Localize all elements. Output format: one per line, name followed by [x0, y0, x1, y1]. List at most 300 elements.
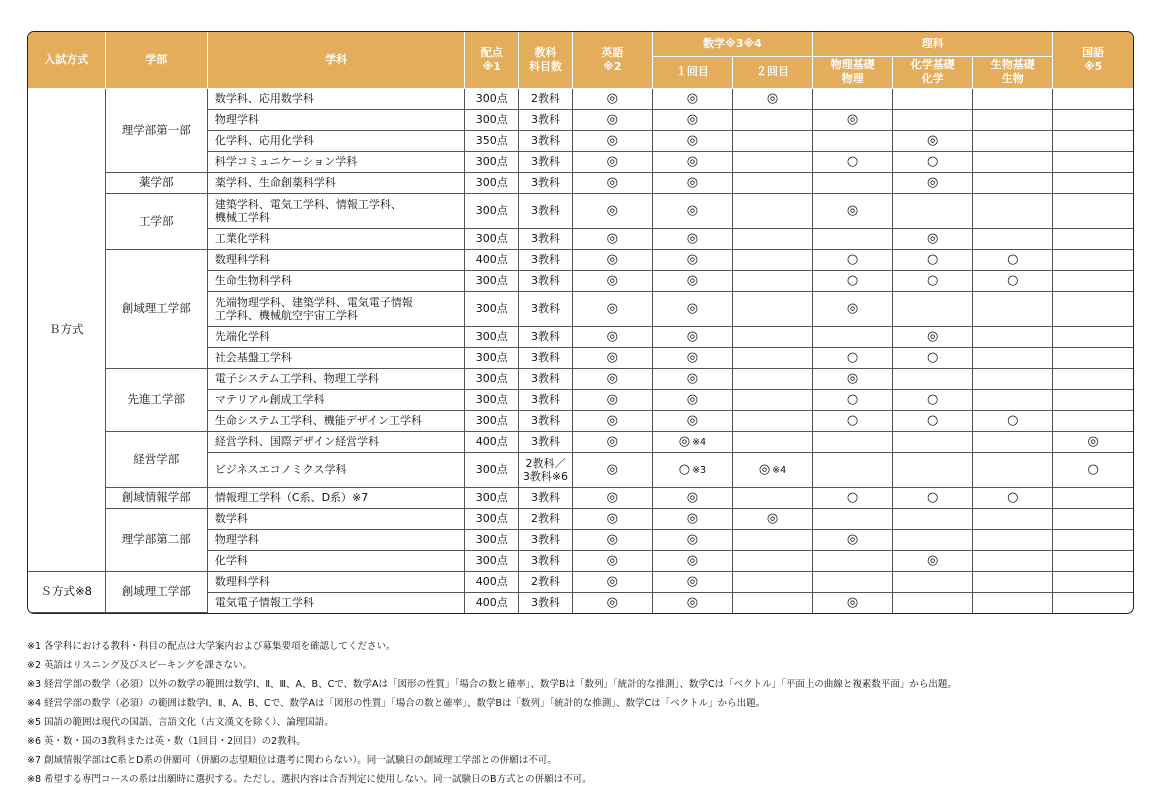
chemistry-cell-mark: ◎	[927, 329, 939, 344]
math1-cell-mark: ◎	[686, 203, 699, 218]
subjects-cell-value: 3教科	[530, 253, 560, 266]
points-cell	[465, 571, 519, 592]
chemistry-cell	[893, 109, 973, 130]
biology-cell	[973, 228, 1053, 249]
math1-cell	[652, 172, 732, 193]
subjects-cell-value: 3教科	[530, 113, 560, 126]
header-japanese: 国語 ※5	[1053, 32, 1133, 88]
subjects-cell	[519, 193, 573, 228]
math1-cell	[652, 270, 732, 291]
points-cell-value: 350点	[475, 134, 508, 147]
math1-cell	[652, 410, 732, 431]
math1-cell-mark: ◎	[686, 371, 699, 386]
physics-cell-mark: ○	[846, 350, 859, 365]
math2-cell	[732, 172, 812, 193]
points-cell-value: 300点	[475, 372, 508, 385]
math1-cell	[652, 347, 732, 368]
points-cell	[465, 249, 519, 270]
subjects-cell	[519, 326, 573, 347]
math1-cell-mark: ◎	[686, 301, 699, 316]
math2-cell	[732, 452, 812, 487]
department-cell-value: 物理学科	[214, 113, 259, 126]
header-method: 入試方式	[28, 32, 105, 88]
subjects-cell-value: 3教科	[530, 204, 560, 217]
subjects-cell	[519, 410, 573, 431]
japanese-cell	[1053, 431, 1133, 452]
points-cell	[465, 452, 519, 487]
subjects-cell-value: 2教科	[530, 575, 560, 588]
department-cell-value: 工業化学科	[214, 232, 270, 245]
biology-cell	[973, 389, 1053, 410]
points-cell-value: 300点	[475, 113, 508, 126]
table-row	[28, 487, 1133, 508]
points-cell-value: 300点	[475, 393, 508, 406]
physics-cell	[813, 228, 893, 249]
department-cell	[207, 452, 464, 487]
points-cell	[465, 550, 519, 571]
japanese-cell	[1053, 550, 1133, 571]
points-cell-value: 300点	[475, 204, 508, 217]
math2-cell	[732, 431, 812, 452]
biology-cell	[973, 270, 1053, 291]
subjects-cell-value: 3教科	[530, 302, 560, 315]
department-cell-value: 先端化学科	[214, 330, 270, 343]
chemistry-cell	[893, 326, 973, 347]
table-body	[28, 88, 1133, 613]
points-cell-value: 300点	[475, 176, 508, 189]
english-cell-mark: ◎	[606, 532, 619, 547]
department-cell-value: 化学科	[214, 554, 248, 567]
department-cell	[207, 151, 464, 172]
department-cell-value: 先端物理学科、建築学科、電気電子情報 工学科、機械航空宇宙工学科	[214, 295, 413, 322]
japanese-cell-mark: ◎	[1087, 434, 1099, 449]
math1-cell	[652, 592, 732, 613]
chemistry-cell	[893, 347, 973, 368]
subjects-cell	[519, 228, 573, 249]
department-cell	[207, 88, 464, 109]
points-cell	[465, 529, 519, 550]
points-cell-value: 400点	[475, 575, 508, 588]
chemistry-cell	[893, 291, 973, 326]
subjects-cell	[519, 452, 573, 487]
math1-cell-mark: ◎	[686, 511, 699, 526]
biology-cell	[973, 130, 1053, 151]
english-cell-mark: ◎	[606, 553, 619, 568]
english-cell-mark: ◎	[606, 371, 619, 386]
math1-cell	[652, 249, 732, 270]
math1-cell-mark: ◎	[686, 91, 699, 106]
english-cell-mark: ◎	[606, 175, 619, 190]
math2-cell	[732, 326, 812, 347]
points-cell-value: 300点	[475, 463, 508, 476]
english-cell-mark: ◎	[606, 595, 619, 610]
biology-cell-mark: ○	[1007, 490, 1019, 505]
math1-cell-mark: ◎	[686, 112, 699, 127]
math2-cell	[732, 88, 812, 109]
math1-cell-mark: ◎	[686, 350, 699, 365]
points-cell-value: 300点	[475, 232, 508, 245]
physics-cell	[813, 291, 893, 326]
method-cell-b: Ｂ方式	[28, 88, 105, 571]
math2-cell	[732, 529, 812, 550]
chemistry-cell	[893, 151, 973, 172]
physics-cell-mark: ○	[846, 490, 859, 505]
english-cell-mark: ◎	[606, 462, 619, 477]
points-cell-value: 400点	[475, 253, 508, 266]
footnote: ※6 英・数・国の3教科または英・数（1回目・2回目）の2教科。	[27, 736, 306, 747]
japanese-cell	[1053, 508, 1133, 529]
physics-cell	[813, 151, 893, 172]
english-cell	[572, 550, 652, 571]
subjects-cell	[519, 130, 573, 151]
footnote: ※8 希望する専門コースの系は出願時に選択する。ただし、選択内容は合否判定に使用しない。同一試験日のB方式との併願は不可。	[27, 774, 592, 785]
header-chemistry: 化学基礎 化学	[893, 56, 973, 88]
biology-cell	[973, 151, 1053, 172]
department-cell	[207, 431, 464, 452]
subjects-cell-value: 3教科	[530, 554, 560, 567]
points-cell-value: 300点	[475, 491, 508, 504]
math1-cell-mark: ◎	[678, 433, 691, 449]
points-cell-value: 300点	[475, 274, 508, 287]
english-cell	[572, 368, 652, 389]
english-cell-mark: ◎	[606, 154, 619, 169]
english-cell-mark: ◎	[606, 329, 619, 344]
english-cell	[572, 172, 652, 193]
header-points: 配点 ※1	[465, 32, 519, 88]
english-cell	[572, 130, 652, 151]
math1-cell-mark: ◎	[686, 231, 699, 246]
biology-cell	[973, 550, 1053, 571]
math1-cell-mark: ◎	[686, 252, 699, 267]
english-cell-mark: ◎	[606, 392, 619, 407]
faculty-souiki: 創域理工学部	[105, 249, 207, 368]
subjects-cell-value: 2教科／ 3教科※6	[522, 456, 569, 483]
department-cell-value: 物理学科	[214, 533, 259, 546]
biology-cell	[973, 109, 1053, 130]
math1-cell-mark: ◎	[686, 553, 699, 568]
math2-cell	[732, 368, 812, 389]
points-cell	[465, 410, 519, 431]
department-cell	[207, 326, 464, 347]
math1-cell-mark: ◎	[686, 595, 699, 610]
subjects-cell	[519, 487, 573, 508]
physics-cell-mark: ○	[846, 273, 859, 288]
header-math: 数学※3※4	[652, 32, 812, 56]
department-cell-value: 経営学科、国際デザイン経営学科	[214, 435, 380, 448]
japanese-cell	[1053, 410, 1133, 431]
english-cell	[572, 228, 652, 249]
chemistry-cell	[893, 487, 973, 508]
subjects-cell	[519, 270, 573, 291]
biology-cell	[973, 88, 1053, 109]
department-cell-value: マテリアル創成工学科	[214, 393, 325, 406]
points-cell	[465, 88, 519, 109]
math2-cell-mark: ◎	[758, 461, 771, 477]
points-cell	[465, 130, 519, 151]
subjects-cell	[519, 151, 573, 172]
math1-cell-note: ※3	[692, 464, 707, 476]
math2-cell	[732, 291, 812, 326]
table-row	[28, 193, 1133, 228]
math2-cell	[732, 130, 812, 151]
english-cell	[572, 487, 652, 508]
chemistry-cell-mark: ○	[927, 392, 939, 407]
math1-cell-mark: ◎	[686, 175, 699, 190]
physics-cell-mark: ◎	[846, 595, 859, 610]
subjects-cell	[519, 249, 573, 270]
math1-cell	[652, 550, 732, 571]
physics-cell	[813, 508, 893, 529]
math2-cell	[732, 410, 812, 431]
department-cell-value: ビジネスエコノミクス学科	[214, 463, 347, 476]
english-cell	[572, 347, 652, 368]
points-cell-value: 300点	[475, 155, 508, 168]
physics-cell	[813, 571, 893, 592]
subjects-cell	[519, 550, 573, 571]
physics-cell	[813, 592, 893, 613]
chemistry-cell	[893, 368, 973, 389]
physics-cell-mark: ◎	[846, 112, 859, 127]
math2-cell-mark: ◎	[766, 511, 779, 526]
physics-cell	[813, 431, 893, 452]
physics-cell	[813, 326, 893, 347]
physics-cell	[813, 88, 893, 109]
chemistry-cell	[893, 508, 973, 529]
math1-cell-mark: ◎	[686, 273, 699, 288]
chemistry-cell	[893, 270, 973, 291]
physics-cell-mark: ◎	[846, 203, 859, 218]
subjects-cell	[519, 592, 573, 613]
math1-cell-mark: ◎	[686, 392, 699, 407]
department-cell-value: 電子システム工学科、物理工学科	[214, 372, 379, 385]
chemistry-cell	[893, 550, 973, 571]
physics-cell	[813, 410, 893, 431]
footnote: ※2 英語はリスニング及びスピーキングを課さない。	[27, 660, 252, 671]
math1-cell-note: ※4	[692, 436, 707, 448]
math1-cell	[652, 151, 732, 172]
physics-cell	[813, 529, 893, 550]
admission-table	[28, 32, 1133, 613]
physics-cell	[813, 550, 893, 571]
subjects-cell-value: 3教科	[530, 155, 560, 168]
physics-cell	[813, 249, 893, 270]
table-row	[28, 88, 1133, 109]
math1-cell-mark: ◎	[686, 413, 699, 428]
english-cell	[572, 193, 652, 228]
english-cell-mark: ◎	[606, 133, 619, 148]
japanese-cell	[1053, 130, 1133, 151]
physics-cell-mark: ◎	[846, 532, 859, 547]
header-math-1: １回目	[652, 56, 732, 88]
points-cell	[465, 109, 519, 130]
faculty-souiki-s: 創域理工学部	[105, 571, 207, 613]
math1-cell-mark: ○	[678, 461, 691, 477]
department-cell	[207, 172, 464, 193]
chemistry-cell-mark: ○	[927, 350, 939, 365]
math1-cell	[652, 88, 732, 109]
subjects-cell-value: 3教科	[530, 533, 560, 546]
subjects-cell-value: 2教科	[530, 512, 560, 525]
points-cell-value: 400点	[475, 596, 508, 609]
chemistry-cell-mark: ○	[927, 273, 939, 288]
table-row	[28, 571, 1133, 592]
japanese-cell	[1053, 228, 1133, 249]
chemistry-cell-mark: ◎	[927, 231, 939, 246]
english-cell	[572, 529, 652, 550]
subjects-cell-value: 2教科	[530, 92, 560, 105]
math1-cell	[652, 431, 732, 452]
japanese-cell	[1053, 326, 1133, 347]
math1-cell-mark: ◎	[686, 490, 699, 505]
japanese-cell	[1053, 270, 1133, 291]
chemistry-cell-mark: ○	[927, 154, 939, 169]
math1-cell	[652, 487, 732, 508]
subjects-cell-value: 3教科	[530, 274, 560, 287]
math1-cell	[652, 508, 732, 529]
math1-cell	[652, 326, 732, 347]
math2-cell	[732, 193, 812, 228]
biology-cell-mark: ○	[1007, 273, 1019, 288]
department-cell	[207, 249, 464, 270]
japanese-cell	[1053, 109, 1133, 130]
department-cell	[207, 368, 464, 389]
points-cell	[465, 193, 519, 228]
subjects-cell-value: 3教科	[530, 351, 560, 364]
biology-cell	[973, 592, 1053, 613]
department-cell-value: 生命システム工学科、機能デザイン工学科	[214, 414, 423, 427]
biology-cell	[973, 410, 1053, 431]
points-cell-value: 300点	[475, 512, 508, 525]
math2-cell	[732, 347, 812, 368]
subjects-cell	[519, 368, 573, 389]
department-cell	[207, 291, 464, 326]
subjects-cell	[519, 172, 573, 193]
header-faculty: 学部	[105, 32, 207, 88]
math2-cell	[732, 151, 812, 172]
math2-cell	[732, 249, 812, 270]
physics-cell	[813, 452, 893, 487]
points-cell-value: 400点	[475, 435, 508, 448]
subjects-cell	[519, 571, 573, 592]
subjects-cell	[519, 529, 573, 550]
math1-cell	[652, 109, 732, 130]
english-cell	[572, 326, 652, 347]
subjects-cell-value: 3教科	[530, 491, 560, 504]
department-cell	[207, 592, 464, 613]
chemistry-cell-mark: ◎	[927, 133, 939, 148]
department-cell	[207, 270, 464, 291]
english-cell-mark: ◎	[606, 273, 619, 288]
physics-cell	[813, 389, 893, 410]
department-cell	[207, 571, 464, 592]
chemistry-cell-mark: ◎	[927, 175, 939, 190]
biology-cell-mark: ○	[1007, 413, 1019, 428]
subjects-cell	[519, 347, 573, 368]
biology-cell	[973, 326, 1053, 347]
biology-cell	[973, 571, 1053, 592]
faculty-keiei: 経営学部	[105, 431, 207, 487]
english-cell	[572, 452, 652, 487]
header-math-2: ２回目	[732, 56, 812, 88]
subjects-cell-value: 3教科	[530, 134, 560, 147]
subjects-cell	[519, 431, 573, 452]
english-cell-mark: ◎	[606, 511, 619, 526]
points-cell	[465, 368, 519, 389]
chemistry-cell	[893, 228, 973, 249]
english-cell	[572, 151, 652, 172]
math1-cell	[652, 571, 732, 592]
chemistry-cell-mark: ○	[927, 252, 939, 267]
faculty-yakugaku: 薬学部	[105, 172, 207, 193]
table-row	[28, 431, 1133, 452]
footnote: ※7 創域情報学部はC系とD系の併願可（併願の志望順位は選考に関わらない）。同一試験日の創域理工学部との併願は不可。	[27, 755, 557, 766]
english-cell	[572, 109, 652, 130]
chemistry-cell	[893, 410, 973, 431]
japanese-cell	[1053, 172, 1133, 193]
chemistry-cell-mark: ○	[927, 490, 939, 505]
physics-cell-mark: ○	[846, 252, 859, 267]
physics-cell-mark: ○	[846, 154, 859, 169]
department-cell-value: 情報理工学科（C系、D系）※7	[214, 491, 369, 504]
points-cell	[465, 228, 519, 249]
chemistry-cell	[893, 130, 973, 151]
department-cell	[207, 550, 464, 571]
department-cell	[207, 193, 464, 228]
japanese-cell	[1053, 389, 1133, 410]
math1-cell-mark: ◎	[686, 329, 699, 344]
points-cell-value: 300点	[475, 554, 508, 567]
english-cell	[572, 249, 652, 270]
table-row	[28, 508, 1133, 529]
math2-cell	[732, 550, 812, 571]
english-cell-mark: ◎	[606, 231, 619, 246]
biology-cell	[973, 368, 1053, 389]
english-cell-mark: ◎	[606, 350, 619, 365]
math2-cell	[732, 228, 812, 249]
department-cell	[207, 529, 464, 550]
biology-cell	[973, 193, 1053, 228]
chemistry-cell-mark: ◎	[927, 553, 939, 568]
department-cell-value: 数理科学科	[214, 253, 270, 266]
physics-cell-mark: ○	[846, 413, 859, 428]
math2-cell	[732, 487, 812, 508]
biology-cell-mark: ○	[1007, 252, 1019, 267]
chemistry-cell	[893, 193, 973, 228]
english-cell	[572, 270, 652, 291]
physics-cell	[813, 193, 893, 228]
biology-cell	[973, 529, 1053, 550]
header-subjects: 教科 科目数	[519, 32, 573, 88]
physics-cell-mark: ◎	[846, 371, 859, 386]
english-cell-mark: ◎	[606, 434, 619, 449]
department-cell	[207, 389, 464, 410]
math2-cell	[732, 592, 812, 613]
table-row	[28, 368, 1133, 389]
faculty-jouhou: 創域情報学部	[105, 487, 207, 508]
subjects-cell-value: 3教科	[530, 435, 560, 448]
math1-cell-mark: ◎	[686, 574, 699, 589]
physics-cell-mark: ◎	[846, 301, 859, 316]
header-physics: 物理基礎 物理	[813, 56, 893, 88]
footnote: ※5 国語の範囲は現代の国語、言語文化（古文漢文を除く）、論理国語。	[27, 717, 334, 728]
english-cell	[572, 431, 652, 452]
physics-cell	[813, 487, 893, 508]
footnotes	[27, 637, 1152, 789]
japanese-cell	[1053, 571, 1133, 592]
points-cell-value: 300点	[475, 302, 508, 315]
chemistry-cell	[893, 592, 973, 613]
footnote: ※4 経営学部の数学（必須）の範囲は数学Ⅰ、Ⅱ、A、B、Cで、数学Aは「図形の性質」「場合の数と確率」、数学Bは「数列」「統計的な推測」、数学Cは「ベクトル」から出題。	[27, 698, 766, 709]
